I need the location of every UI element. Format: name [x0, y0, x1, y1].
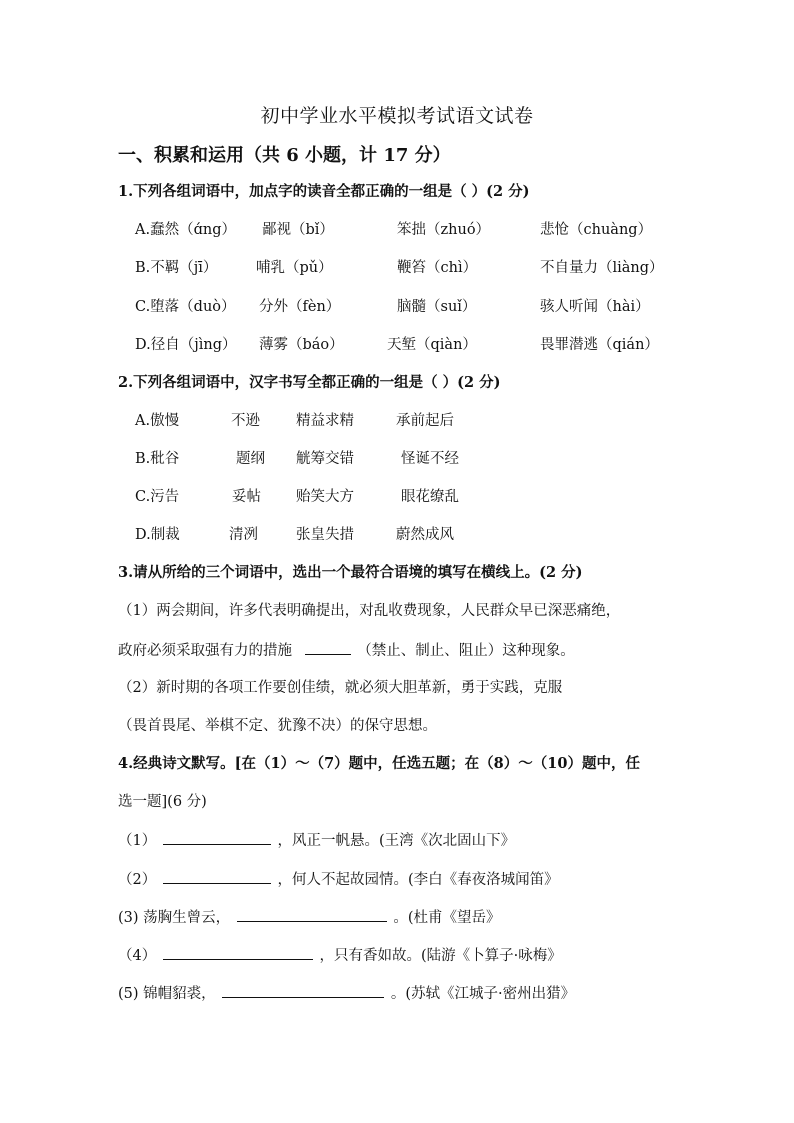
option-word: 觥筹交错 [296, 451, 354, 467]
passage-text: （禁止、制止、阻止）这种现象。 [357, 643, 575, 659]
item-number: （2） [118, 872, 157, 888]
option-word: 清冽 [229, 527, 258, 543]
option-word: 不逊 [231, 413, 260, 429]
option-word: 分外（fèn） [259, 299, 341, 315]
item-text: 。(杜甫《望岳》 [393, 910, 501, 926]
question-3-passage-1: （1）两会期间，许多代表明确提出，对乱收费现象，人民群众早已深恶痛绝， [118, 603, 621, 619]
option-word: 畏罪潜逃（qián） [540, 337, 659, 353]
option-word: C.堕落（duò） [135, 299, 236, 315]
option-word: 题纲 [236, 451, 265, 467]
item-text: 。(苏轼《江城子·密州出猎》 [390, 986, 576, 1002]
answer-blank[interactable] [163, 830, 271, 845]
question-1-stem: 1.下列各组词语中，加点字的读音全都正确的一组是（ ）(2 分) [118, 183, 530, 200]
question-3-passage-1-cont [118, 640, 575, 661]
question-3-stem: 3.请从所给的三个词语中，选出一个最符合语境的填写在横线上。(2 分) [118, 564, 583, 581]
option-word: C.污告 [135, 489, 180, 505]
option-word: 鞭笞（chì） [397, 260, 478, 276]
poem-item-4 [118, 945, 562, 966]
page-title: 初中学业水平模拟考试语文试卷 [260, 105, 534, 127]
option-word: D.径自（jìng） [135, 337, 237, 353]
option-word: D.制裁 [135, 527, 180, 543]
option-word: 不自量力（liàng） [540, 260, 664, 276]
option-word: 眼花缭乱 [401, 489, 459, 505]
item-text: ，何人不起故园情。(李白《春夜洛城闻笛》 [277, 872, 559, 888]
option-word: 薄雾（báo） [259, 337, 344, 353]
answer-blank[interactable] [237, 907, 387, 922]
item-text: ，风正一帆悬。(王湾《次北固山下》 [277, 833, 516, 849]
option-word: A.傲慢 [135, 413, 180, 429]
question-3-passage-2-cont: （畏首畏尾、举棋不定、犹豫不决）的保守思想。 [118, 718, 437, 734]
answer-blank[interactable] [305, 640, 351, 655]
option-word: 悲怆（chuàng） [540, 222, 653, 238]
option-word: 天堑（qiàn） [387, 337, 477, 353]
item-number: （1） [118, 833, 157, 849]
option-word: 怪诞不经 [401, 451, 459, 467]
option-word: 骇人听闻（hài） [540, 299, 650, 315]
option-word: 笨拙（zhuó） [397, 222, 491, 238]
answer-blank[interactable] [163, 945, 313, 960]
question-4-stem-cont: 选一题](6 分) [118, 794, 207, 810]
option-word: B.不羁（jī） [135, 260, 218, 276]
answer-blank[interactable] [222, 983, 384, 998]
option-word: A.蠢然（ɑ́ng） [135, 222, 236, 238]
item-text: 锦帽貂裘， [143, 986, 216, 1002]
option-word: 妥帖 [232, 489, 261, 505]
option-word: 鄙视（bǐ） [262, 222, 334, 238]
option-word: 哺乳（pǔ） [256, 260, 333, 276]
option-word: B.秕谷 [135, 451, 180, 467]
item-number: (3) [118, 910, 139, 926]
option-word: 贻笑大方 [296, 489, 354, 505]
option-word: 承前起后 [396, 413, 454, 429]
poem-item-2 [118, 869, 559, 890]
item-number: (5) [118, 986, 139, 1002]
option-word: 精益求精 [296, 413, 354, 429]
answer-blank[interactable] [163, 869, 271, 884]
section-heading-1: 一、积累和运用（共 6 小题，计 17 分） [118, 145, 451, 166]
passage-text: 政府必须采取强有力的措施 [118, 643, 292, 659]
option-word: 张皇失措 [296, 527, 354, 543]
item-text: 荡胸生曾云， [143, 910, 231, 926]
question-3-passage-2: （2）新时期的各项工作要创佳绩，就必须大胆革新，勇于实践，克服 [118, 680, 563, 696]
poem-item-3 [118, 907, 501, 928]
poem-item-1 [118, 830, 515, 851]
poem-item-5 [118, 983, 575, 1004]
question-2-stem: 2.下列各组词语中，汉字书写全都正确的一组是（ ）(2 分) [118, 374, 501, 391]
item-number: （4） [118, 948, 157, 964]
option-word: 蔚然成风 [396, 527, 454, 543]
option-word: 脑髓（suǐ） [397, 299, 477, 315]
item-text: ，只有香如故。(陆游《卜算子·咏梅》 [319, 948, 562, 964]
question-4-stem: 4.经典诗文默写。[在（1）～（7）题中，任选五题；在（8）～（10）题中，任 [118, 755, 640, 772]
